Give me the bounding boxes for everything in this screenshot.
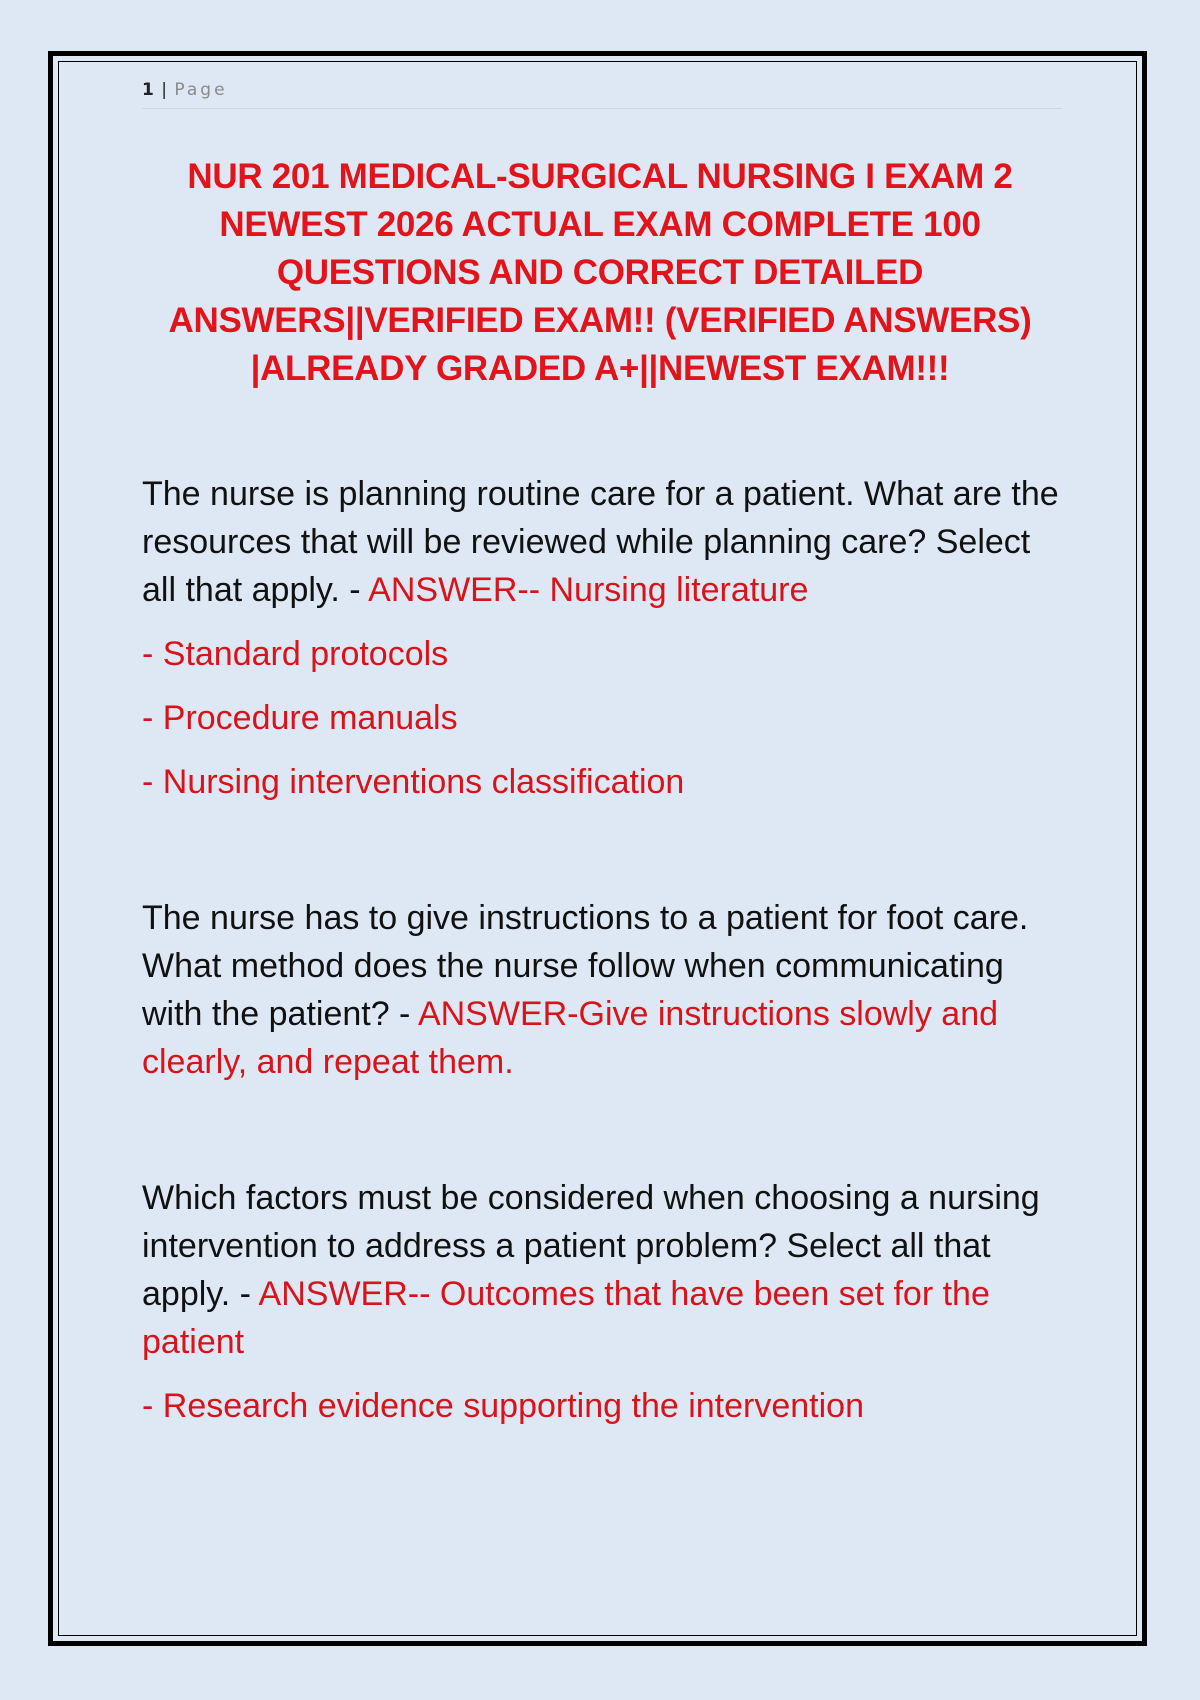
question-block-3 xyxy=(142,1174,1062,1430)
answer-text: ANSWER-- Nursing literature xyxy=(368,571,809,609)
question-paragraph xyxy=(142,470,1062,614)
question-block-1 xyxy=(142,470,1062,806)
answer-item: - Procedure manuals xyxy=(142,699,458,737)
question-paragraph xyxy=(142,894,1062,1086)
answer-item: - Standard protocols xyxy=(142,635,449,673)
question-block-2 xyxy=(142,894,1062,1086)
question-list xyxy=(142,470,1062,1430)
question-text: The nurse is planning routine care for a patient. What are the resources that will be reviewed while planning care? Select all that apply. - xyxy=(142,475,1059,609)
page-number: 1 xyxy=(142,80,155,100)
answer-text: ANSWER-Give instructions slowly and clearly, and repeat them. xyxy=(142,995,999,1081)
answer-item: - Nursing interventions classification xyxy=(142,763,685,801)
document-title: NUR 201 MEDICAL-SURGICAL NURSING I EXAM 2 NEWEST 2026 ACTUAL EXAM COMPLETE 100 QUESTIONS AND CORRECT DETAILED ANSWERS||VERIFIED EXAM!! (VERIFIED ANSWERS) |ALREADY GRADED A+||NEWEST EXAM!!! xyxy=(168,157,1032,388)
question-text: Which factors must be considered when choosing a nursing intervention to address a patient problem? Select all that apply. - xyxy=(142,1179,1040,1313)
page-header xyxy=(142,80,1062,100)
header-divider xyxy=(142,108,1062,109)
question-paragraph xyxy=(142,1174,1062,1366)
answer-item: - Research evidence supporting the intervention xyxy=(142,1387,864,1425)
question-text: The nurse has to give instructions to a patient for foot care. What method does the nurse follow when communicating with the patient? - xyxy=(142,899,1029,1033)
page-separator: | xyxy=(154,80,175,100)
answer-text: ANSWER-- Outcomes that have been set for the patient xyxy=(142,1275,990,1361)
page-label: Page xyxy=(174,80,228,100)
